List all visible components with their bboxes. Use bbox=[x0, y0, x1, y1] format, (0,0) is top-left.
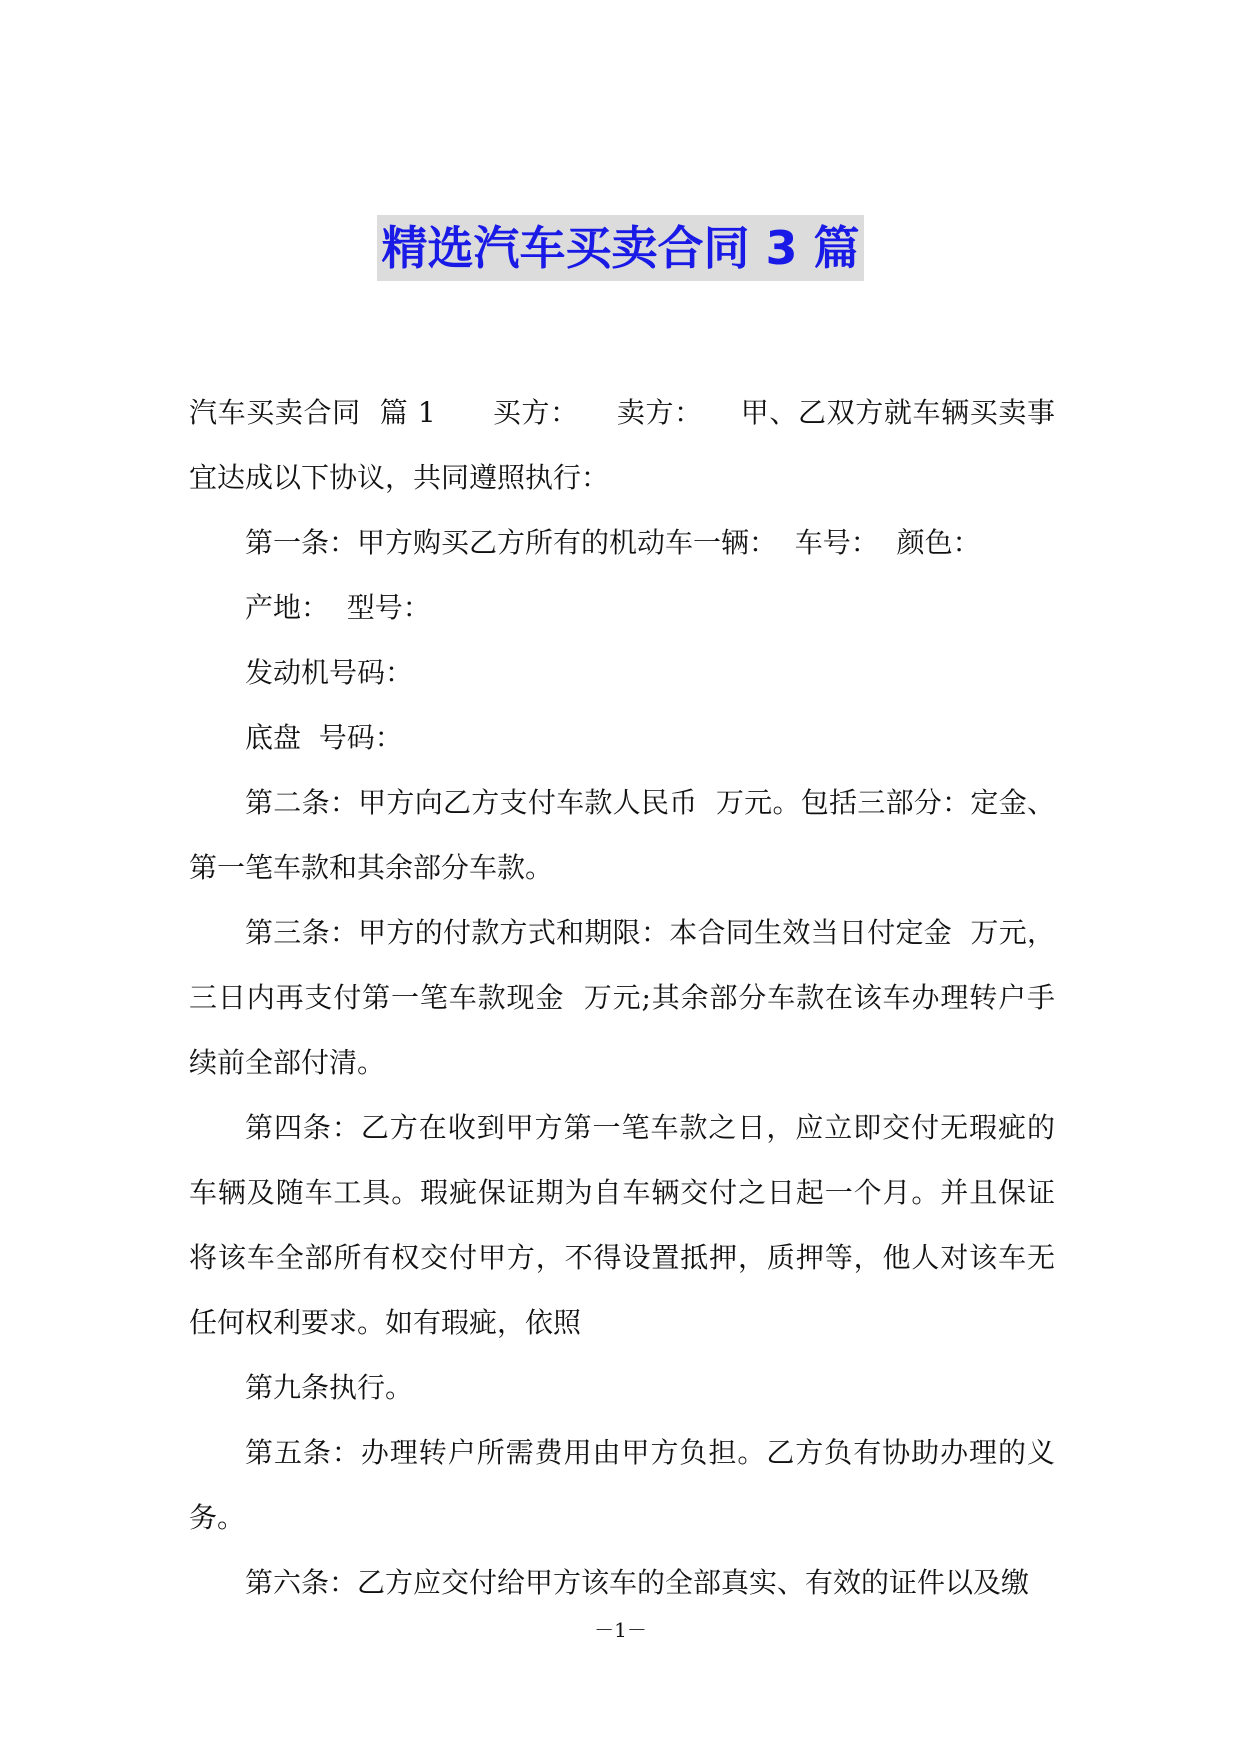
paragraph-intro: 汽车买卖合同 篇 1 买方： 卖方： 甲、乙双方就车辆买卖事宜达成以下协议，共同遵照执行： bbox=[189, 396, 1055, 494]
paragraph-article-5: 第五条：办理转户所需费用由甲方负担。乙方负有协助办理的义务。 bbox=[189, 1436, 1055, 1534]
paragraph-article-1: 第一条：甲方购买乙方所有的机动车一辆： 车号： 颜色： bbox=[245, 526, 981, 559]
document-title: 精选汽车买卖合同 3 篇 bbox=[377, 215, 863, 281]
paragraph-article-6: 第六条：乙方应交付给甲方该车的全部真实、有效的证件以及缴 bbox=[245, 1566, 1030, 1599]
paragraph-article-2: 第二条：甲方向乙方支付车款人民币 万元。包括三部分：定金、第一笔车款和其余部分车款。 bbox=[189, 786, 1055, 884]
document-body bbox=[189, 380, 1055, 1615]
paragraph-origin-model: 产地： 型号： bbox=[245, 591, 431, 624]
paragraph-article-4: 第四条：乙方在收到甲方第一笔车款之日，应立即交付无瑕疵的车辆及随车工具。瑕疵保证期为自车辆交付之日起一个月。并且保证将该车全部所有权交付甲方，不得设置抵押，质押等，他人对该车无任何权利要求。如有瑕疵，依照 bbox=[189, 1111, 1055, 1339]
page-number: －1－ bbox=[594, 1618, 647, 1642]
paragraph-engine-number: 发动机号码： bbox=[245, 656, 414, 689]
title-container bbox=[0, 215, 1241, 281]
paragraph-chassis-number: 底盘 号码： bbox=[245, 721, 403, 754]
paragraph-article-3: 第三条：甲方的付款方式和期限：本合同生效当日付定金 万元，三日内再支付第一笔车款现金 万元;其余部分车款在该车办理转户手续前全部付清。 bbox=[189, 916, 1055, 1079]
paragraph-article-9-ref: 第九条执行。 bbox=[245, 1371, 414, 1404]
